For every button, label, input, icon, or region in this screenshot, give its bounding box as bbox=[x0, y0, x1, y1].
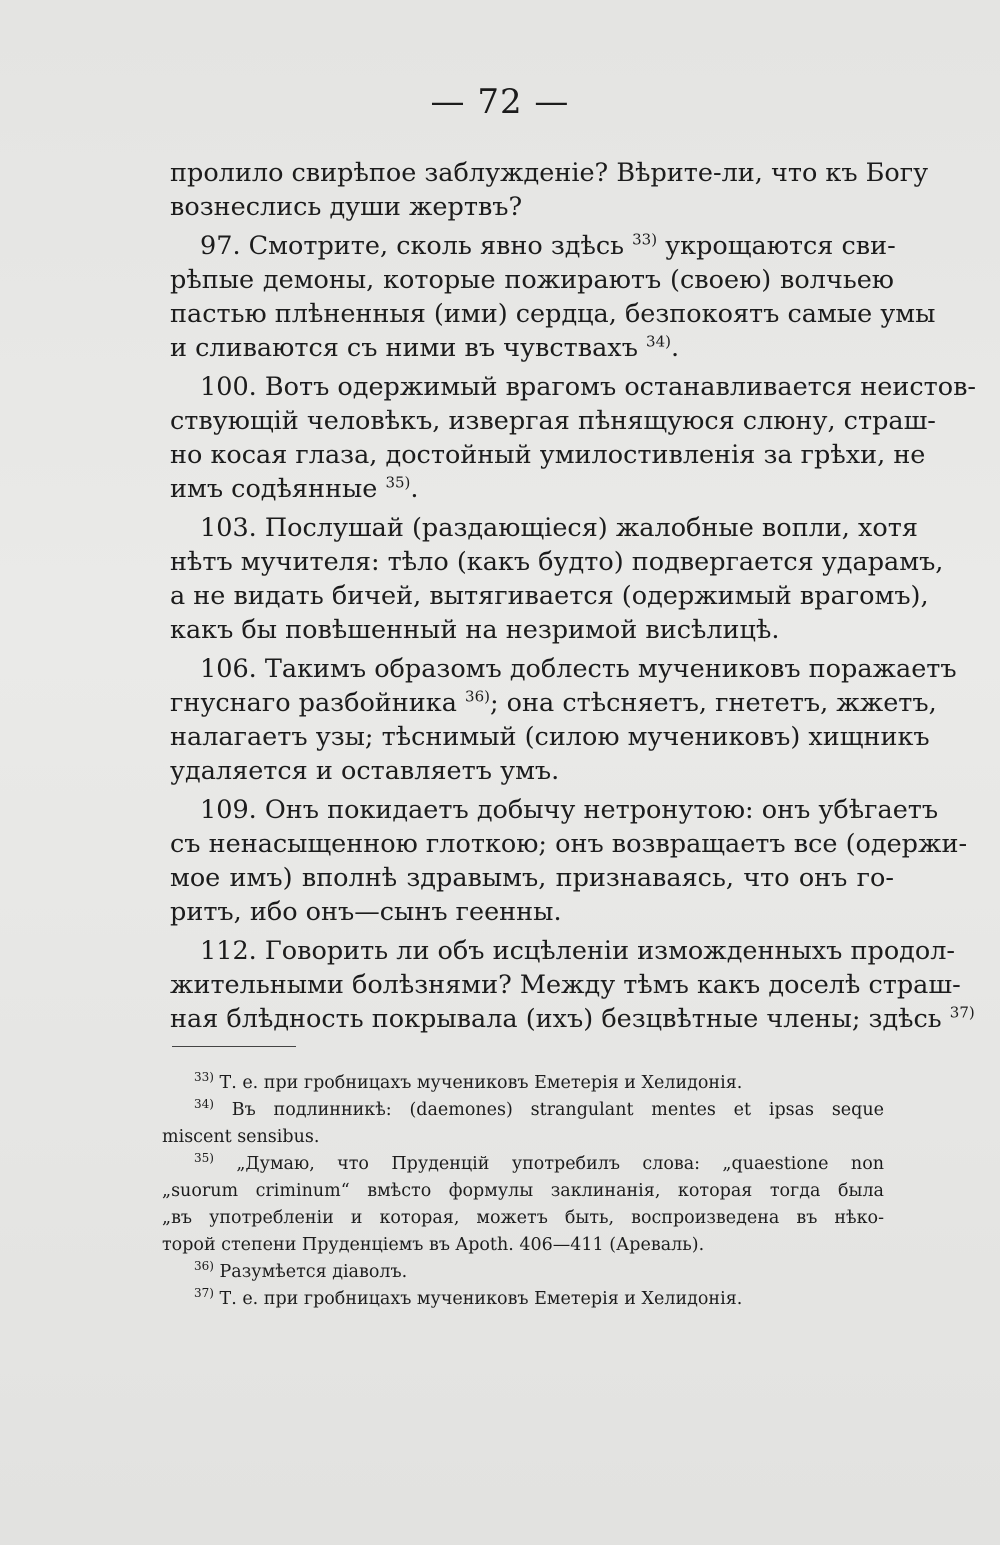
body-text bbox=[170, 156, 977, 1041]
text-line: пастью плѣненныя (ими) сердца, безпокоятъ самые умы bbox=[170, 299, 936, 329]
text-line: 97. Смотрите, сколь явно здѣсь $^{33)}$ укрощаются сви- bbox=[200, 230, 896, 261]
paragraph bbox=[170, 652, 957, 788]
paragraph bbox=[170, 229, 936, 365]
footnote bbox=[162, 1097, 884, 1151]
text-line: вознеслись души жертвъ? bbox=[170, 192, 523, 222]
paragraph bbox=[170, 934, 975, 1036]
text-line: ствующій человѣкъ, извергая пѣнящуюся слюну, страш- bbox=[170, 406, 936, 436]
text-line: 109. Онъ покидаетъ добычу нетронутою: онъ убѣгаетъ bbox=[200, 795, 939, 825]
text-line: удаляется и оставляетъ умъ. bbox=[170, 756, 560, 786]
paragraph bbox=[170, 511, 944, 647]
footnote bbox=[162, 1259, 884, 1286]
text-line: гнуснаго разбойника $^{36)}$; она стѣсняетъ, гнететъ, жжетъ, bbox=[170, 687, 937, 718]
text-line: съ ненасыщенною глоткою; онъ возвращаетъ все (одержи- bbox=[170, 829, 968, 859]
footnote-mark: 33) bbox=[194, 1070, 214, 1085]
text-line: а не видать бичей, вытягивается (одержимый врагомъ), bbox=[170, 581, 929, 611]
text-line: имъ содѣянные $^{35)}$. bbox=[170, 473, 419, 504]
footnote-mark: 37) bbox=[194, 1286, 214, 1301]
text-line: какъ бы повѣшенный на незримой висѣлицѣ. bbox=[170, 615, 780, 645]
footnote bbox=[162, 1151, 884, 1259]
footnote-reference: 36) bbox=[465, 687, 490, 706]
footnote-line: $^{34)}$ Въ подлинникѣ: (daemones) strangulant mentes et ipsas seque bbox=[194, 1097, 884, 1120]
text-line: мое имъ) вполнѣ здравымъ, признаваясь, что онъ го- bbox=[170, 863, 894, 893]
text-line: пролило свирѣпое заблужденіе? Вѣрите-ли, что къ Богу bbox=[170, 158, 929, 188]
text-line: 112. Говорить ли объ исцѣленіи изможденныхъ продол- bbox=[200, 936, 956, 966]
footnote bbox=[162, 1286, 884, 1313]
footnote bbox=[162, 1070, 884, 1097]
text-line: нѣтъ мучителя: тѣло (какъ будто) подвергается ударамъ, bbox=[170, 547, 944, 577]
text-line: 103. Послушай (раздающіеся) жалобные вопли, хотя bbox=[200, 513, 918, 543]
footnote-reference: 37) bbox=[949, 1003, 975, 1022]
text-line: 100. Вотъ одержимый врагомъ останавливается неистов- bbox=[200, 372, 977, 402]
footnote-line: „suorum criminum“ вмѣсто формулы заклинанія, которая тогда была bbox=[162, 1181, 884, 1201]
footnote-mark: 36) bbox=[194, 1259, 214, 1274]
paragraph bbox=[170, 793, 968, 929]
footnote-line: „въ употребленіи и которая, можетъ быть, воспроизведена въ нѣко- bbox=[162, 1208, 884, 1228]
footnote-line: miscent sensibus. bbox=[162, 1127, 320, 1147]
footnote-reference: 35) bbox=[385, 473, 411, 492]
footnote-reference: 33) bbox=[632, 230, 658, 249]
footnote-line: торой степени Пруденціемъ въ Apoth. 406—411 (Ареваль). bbox=[162, 1235, 705, 1255]
footnote-line: $^{35)}$ „Думаю, что Пруденцій употребилъ слова: „quaestione non bbox=[194, 1151, 884, 1174]
footnote-reference: 34) bbox=[646, 332, 671, 351]
footnote-line: $^{36)}$ Разумѣется діаволъ. bbox=[194, 1259, 408, 1282]
footnote-mark: 34) bbox=[194, 1097, 214, 1112]
text-line: налагаетъ узы; тѣснимый (силою мучениковъ) хищникъ bbox=[170, 722, 930, 752]
text-line: рѣпые демоны, которые пожираютъ (своею) волчьею bbox=[170, 265, 894, 295]
footnote-separator bbox=[172, 1046, 296, 1047]
text-line: но косая глаза, достойный умилостивленія за грѣхи, не bbox=[170, 440, 926, 470]
text-line: жительными болѣзнями? Между тѣмъ какъ доселѣ страш- bbox=[170, 970, 961, 1000]
text-line: и сливаются съ ними въ чувствахъ $^{34)}$. bbox=[170, 332, 680, 363]
page-number: — 72 — bbox=[430, 82, 570, 122]
footnote-line: $^{33)}$ Т. е. при гробницахъ мучениковъ Еметерія и Хелидонія. bbox=[194, 1070, 743, 1093]
footnotes bbox=[162, 1070, 884, 1313]
footnote-line: $^{37)}$ Т. е. при гробницахъ мучениковъ Еметерія и Хелидонія. bbox=[194, 1286, 743, 1309]
text-line: ритъ, ибо онъ—сынъ геенны. bbox=[170, 897, 562, 927]
paragraph bbox=[170, 156, 929, 224]
text-line: 106. Такимъ образомъ доблесть мучениковъ поражаетъ bbox=[200, 654, 957, 684]
text-line: ная блѣдность покрывала (ихъ) безцвѣтные члены; здѣсь $^{37)}$ bbox=[170, 1003, 975, 1034]
footnote-mark: 35) bbox=[194, 1151, 214, 1166]
paragraph bbox=[170, 370, 977, 506]
